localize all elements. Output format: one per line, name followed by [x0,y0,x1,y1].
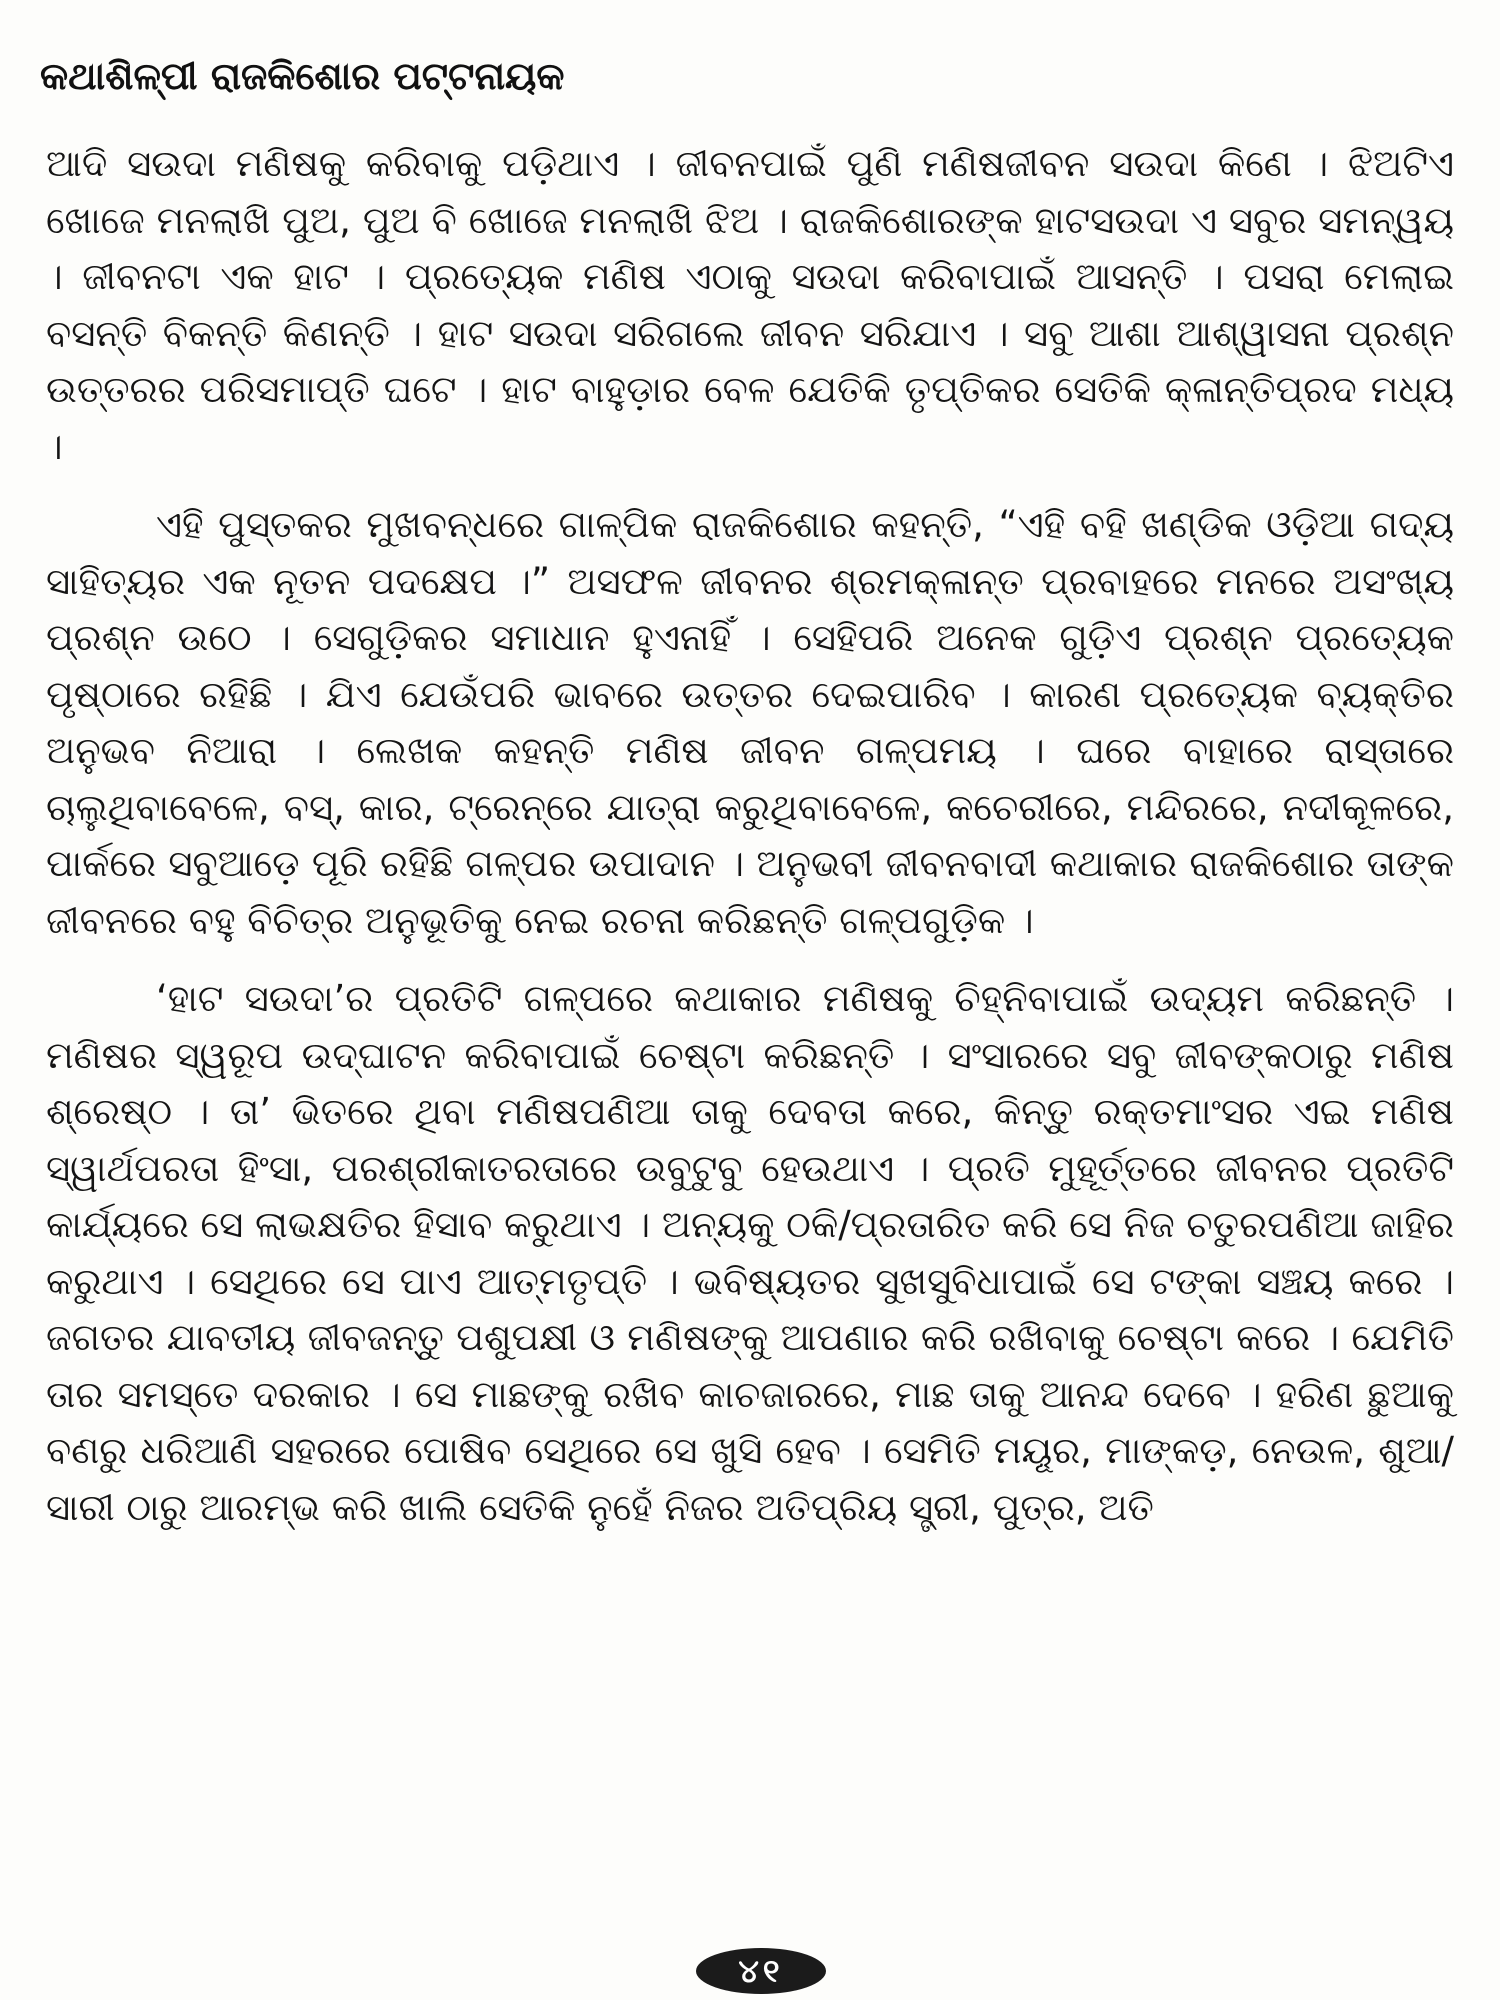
page-heading: କଥାଶିଳ୍ପୀ ରାଜକିଶୋର ପଟ୍ଟନାୟକ [40,54,565,98]
paragraph-2: ଏହି ପୁସ୍ତକର ମୁଖବନ୍ଧରେ ଗାଳ୍ପିକ ରାଜକିଶୋର କହନ୍ତି, “ଏହି ବହି ଖଣ୍ଡିକ ଓଡ଼ିଆ ଗଦ୍ୟ ସାହିତ୍ୟର ଏକ ନୂତନ ପଦକ୍ଷେପ ।” ଅସଫଳ ଜୀବନର ଶ୍ରମକ୍ଳାନ୍ତ ପ୍ରବାହରେ ମନରେ ଅସଂଖ୍ୟ ପ୍ରଶ୍ନ ଉଠେ । ସେଗୁଡ଼ିକର ସମାଧାନ ହୁଏନାହିଁ । ସେହିପରି ଅନେକ ଗୁଡ଼ିଏ ପ୍ରଶ୍ନ ପ୍ରତ୍ୟେକ ପୃଷ୍ଠାରେ ରହିଛି । ଯିଏ ଯେଉଁପରି ଭାବରେ ଉତ୍ତର ଦେଇପାରିବ । କାରଣ ପ୍ରତ୍ୟେକ ବ୍ୟକ୍ତିର ଅନୁଭବ ନିଆରା । ଲେଖକ କହନ୍ତି ମଣିଷ ଜୀବନ ଗଳ୍ପମୟ । ଘରେ ବାହାରେ ରାସ୍ତାରେ ଚାଲୁଥିବାବେଳେ, ବସ୍, କାର, ଟ୍ରେନ୍‌ରେ ଯାତ୍ରା କରୁଥିବାବେଳେ, କଚେରୀରେ, ମନ୍ଦିରରେ, ନଦୀକୂଳରେ, ପାର୍କରେ ସବୁଆଡ଼େ ପୂରି ରହିଛି ଗଳ୍ପର ଉପାଦାନ । ଅନୁଭବୀ ଜୀବନବାଦୀ କଥାକାର ରାଜକିଶୋର ତାଙ୍କ ଜୀବନରେ ବହୁ ବିଚିତ୍ର ଅନୁଭୂତିକୁ ନେଇ ରଚନା କରିଛନ୍ତି ଗଳ୍ପଗୁଡ଼ିକ । [46,503,1454,942]
paragraph-1: ଆଦି ସଉଦା ମଣିଷକୁ କରିବାକୁ ପଡ଼ିଥାଏ । ଜୀବନପାଇଁ ପୁଣି ମଣିଷଜୀବନ ସଉଦା କିଣେ । ଝିଅଟିଏ ଖୋଜେ ମନଲାଖି ପୁଅ, ପୁଅ ବି ଖୋଜେ ମନଲାଖି ଝିଅ । ରାଜକିଶୋରଙ୍କ ହାଟସଉଦା ଏ ସବୁର ସମନ୍ୱୟ । ଜୀବନଟା ଏକ ହାଟ । ପ୍ରତ୍ୟେକ ମଣିଷ ଏଠାକୁ ସଉଦା କରିବାପାଇଁ ଆସନ୍ତି । ପସରା ମେଲାଇ ବସନ୍ତି ବିକନ୍ତି କିଣନ୍ତି । ହାଟ ସଉଦା ସରିଗଲେ ଜୀବନ ସରିଯାଏ । ସବୁ ଆଶା ଆଶ୍ୱାସନା ପ୍ରଶ୍ନ ଉତ୍ତରର ପରିସମାପ୍ତି ଘଟେ । ହାଟ ବାହୁଡ଼ାର ବେଳ ଯେତିକି ତୃପ୍ତିକର ସେତିକି କ୍ଳାନ୍ତିପ୍ରଦ ମଧ୍ୟ । [46,142,1454,468]
paragraph-3: ‘ହାଟ ସଉଦା’ର ପ୍ରତିଟି ଗଳ୍ପରେ କଥାକାର ମଣିଷକୁ ଚିହ୍ନିବାପାଇଁ ଉଦ୍ୟମ କରିଛନ୍ତି । ମଣିଷର ସ୍ୱରୂପ ଉଦ୍‌ଘାଟନ କରିବାପାଇଁ ଚେଷ୍ଟା କରିଛନ୍ତି । ସଂସାରରେ ସବୁ ଜୀବଙ୍କଠାରୁ ମଣିଷ ଶ୍ରେଷ୍ଠ । ତା’ ଭିତରେ ଥିବା ମଣିଷପଣିଆ ତାକୁ ଦେବତା କରେ, କିନ୍ତୁ ରକ୍ତମାଂସର ଏଇ ମଣିଷ ସ୍ୱାର୍ଥପରତା ହିଂସା, ପରଶ୍ରୀକାତରତାରେ ଉବୁଟୁବୁ ହେଉଥାଏ । ପ୍ରତି ମୁହୂର୍ତ୍ତରେ ଜୀବନର ପ୍ରତିଟି କାର୍ଯ୍ୟରେ ସେ ଲାଭକ୍ଷତିର ହିସାବ କରୁଥାଏ । ଅନ୍ୟକୁ ଠକି/ପ୍ରତାରିତ କରି ସେ ନିଜ ଚତୁରପଣିଆ ଜାହିର କରୁଥାଏ । ସେଥିରେ ସେ ପାଏ ଆତ୍ମତୃପ୍ତି । ଭବିଷ୍ୟତର ସୁଖସୁବିଧାପାଇଁ ସେ ଟଙ୍କା ସଞ୍ଚୟ କରେ । ଜଗତର ଯାବତୀୟ ଜୀବଜନ୍ତୁ ପଶୁପକ୍ଷୀ ଓ ମଣିଷଙ୍କୁ ଆପଣାର କରି ରଖିବାକୁ ଚେଷ୍ଟା କରେ । ଯେମିତି ତାର ସମସ୍ତେ ଦରକାର । ସେ ମାଛଙ୍କୁ ରଖିବ କାଚଜାରରେ, ମାଛ ତାକୁ ଆନନ୍ଦ ଦେବେ । ହରିଣ ଛୁଆକୁ ବଣରୁ ଧରିଆଣି ସହରରେ ପୋଷିବ ସେଥିରେ ସେ ଖୁସି ହେବ । ସେମିତି ମୟୂର, ମାଙ୍କଡ଼, ନେଉଳ, ଶୁଆ/ ସାରୀ ଠାରୁ ଆରମ୍ଭ କରି ଖାଲି ସେତିକି ନୁହେଁ ନିଜର ଅତିପ୍ରିୟ ସ୍ତ୍ରୀ, ପୁତ୍ର, ଅତି [46,977,1454,1529]
body-text [46,136,1454,1536]
page-number-badge: ୪୧ [696,1948,826,1994]
